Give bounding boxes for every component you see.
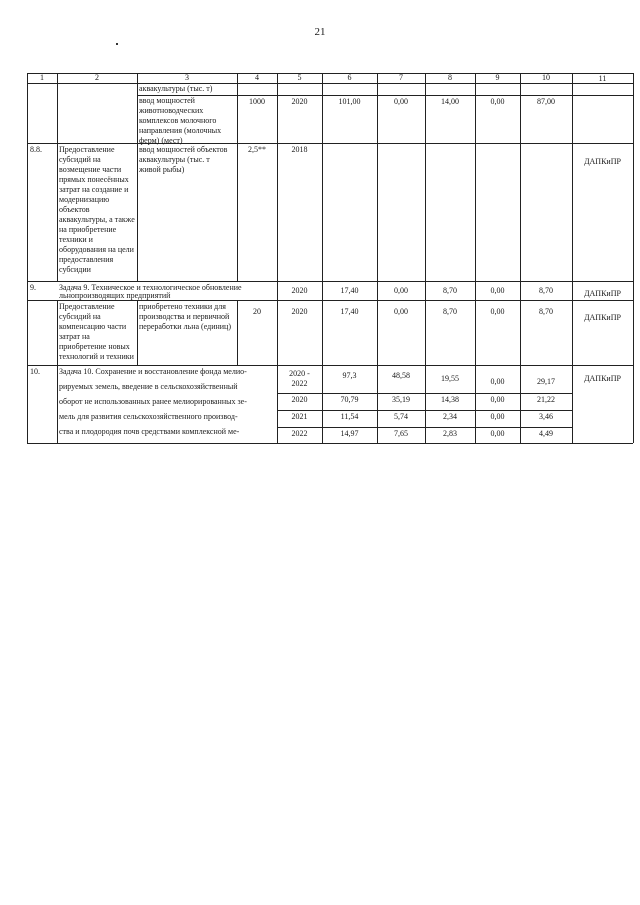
task-title: оборот не использованных ранее мелиорированных зе- (59, 397, 247, 406)
cell-value: 4,49 (539, 429, 553, 438)
measure-text: Предоставление субсидий на возмещение части прямых понесённых затрат на создание и модернизацию объектов аквакультуры, а также на приобретение техники и оборудования на цели предоставления субсидии (59, 145, 135, 274)
cell-target: 1000 (249, 97, 265, 106)
cell-value: 8,70 (443, 307, 457, 316)
header-col-11: 11 (598, 74, 607, 83)
cell-value: 7,65 (394, 429, 408, 438)
cell-year: 2020 (291, 307, 308, 316)
cell-value: 8,70 (539, 307, 553, 316)
speck (116, 43, 118, 45)
indicator-text: ввод мощностей животноводческих комплексов молочного направления (молочных ферм) (мест) (139, 96, 222, 145)
header-col-8: 8 (448, 73, 452, 82)
col-line (572, 73, 573, 443)
col-line (57, 300, 58, 443)
cell-value: 29,17 (537, 377, 555, 386)
task-title: мель для развития сельскохозяйственного производ- (59, 412, 238, 421)
header-col-2: 2 (95, 73, 99, 82)
page-number: 21 (314, 26, 326, 38)
row-continuation-text: аквакультуры (тыс. т) (139, 84, 213, 93)
cell-value: 0,00 (490, 307, 505, 316)
col-line (425, 73, 426, 443)
cell-value: 21,22 (537, 395, 555, 404)
cell-executor: ДАПКиПР (584, 157, 621, 166)
header-col-9: 9 (495, 73, 500, 82)
cell-executor: ДАПКиПР (584, 289, 621, 298)
cell-value: 0,00 (394, 307, 408, 316)
cell-year: 2018 (291, 145, 308, 154)
cell-value: 0,00 (490, 429, 505, 438)
row-number: 8.8. (30, 145, 42, 154)
header-col-7: 7 (399, 73, 403, 82)
cell-value: 8,70 (539, 286, 553, 295)
cell-value: 8,70 (443, 286, 457, 295)
cell-value: 17,40 (340, 307, 359, 316)
header-col-3: 3 (185, 73, 189, 82)
cell-value: 11,54 (340, 412, 359, 421)
col-line (137, 300, 138, 365)
cell-target: 2,5** (248, 145, 266, 154)
header-col-5: 5 (297, 73, 302, 82)
program-table (27, 73, 633, 453)
cell-year: 2021 (291, 412, 308, 421)
row-number: 10. (30, 367, 40, 376)
row-number: 9. (30, 283, 36, 292)
cell-value: 101,00 (338, 97, 361, 106)
cell-executor: ДАПКиПР (584, 313, 621, 322)
task-title: рируемых земель, введение в сельскохозяйственный (59, 382, 238, 391)
cell-value: 70,79 (340, 395, 359, 404)
task-title: ства и плодородия почв средствами комплексной ме- (59, 427, 240, 436)
cell-value: 0,00 (490, 412, 505, 421)
cell-year: 2020 (291, 286, 308, 295)
cell-value: 14,97 (340, 429, 359, 438)
cell-year: 2020 (291, 97, 308, 106)
row-divider (27, 143, 633, 144)
cell-value: 0,00 (394, 286, 408, 295)
header-col-6: 6 (347, 73, 352, 82)
indicator-text: приобретено техники для производства и первичной переработки льна (единиц) (139, 302, 232, 331)
cell-value: 17,40 (340, 286, 359, 295)
cell-value: 48,58 (392, 371, 410, 380)
cell-value: 97,3 (342, 371, 357, 380)
col-line (27, 73, 28, 443)
cell-value: 0,00 (490, 97, 505, 106)
col-line (377, 73, 378, 443)
cell-value: 0,00 (490, 395, 505, 404)
col-line (520, 73, 521, 443)
cell-value: 0,00 (490, 286, 505, 295)
col-line (57, 73, 58, 281)
cell-value: 5,74 (394, 412, 408, 421)
table-border-bottom (27, 443, 633, 444)
cell-year: 2020 - 2022 (289, 369, 310, 388)
cell-value: 2,34 (443, 412, 457, 421)
col-line (633, 73, 634, 443)
cell-value: 19,55 (441, 374, 459, 383)
task-title: Задача 9. Техническое и технологическое обновление (59, 283, 242, 292)
cell-value: 87,00 (537, 97, 555, 106)
task-title: льнопроизводящих предприятий (59, 291, 171, 300)
measure-text: Предоставление субсидий на компенсацию части затрат на приобретение новых технологий и техники (59, 302, 134, 361)
cell-target: 20 (253, 307, 261, 316)
task-title: Задача 10. Сохранение и восстановление фонда мелио- (59, 367, 247, 376)
cell-value: 35,19 (392, 395, 410, 404)
cell-value: 2,83 (443, 429, 457, 438)
header-row-bottom (27, 83, 633, 84)
cell-year: 2022 (291, 429, 308, 438)
header-col-10: 10 (542, 73, 550, 82)
cell-value: 0,00 (394, 97, 408, 106)
row-divider (27, 281, 633, 282)
cell-value: 14,38 (441, 395, 459, 404)
cell-value: 3,46 (539, 412, 553, 421)
col-line (137, 73, 138, 281)
cell-executor: ДАПКиПР (584, 374, 621, 383)
cell-value: 14,00 (441, 97, 459, 106)
row-divider (27, 365, 633, 366)
header-col-1: 1 (40, 73, 44, 82)
indicator-text: ввод мощностей объектов аквакультуры (тыс. т живой рыбы) (139, 145, 228, 174)
header-col-4: 4 (255, 73, 259, 82)
col-line (475, 73, 476, 443)
cell-value: 0,00 (490, 377, 505, 386)
col-line (322, 73, 323, 443)
cell-year: 2020 (291, 395, 308, 404)
